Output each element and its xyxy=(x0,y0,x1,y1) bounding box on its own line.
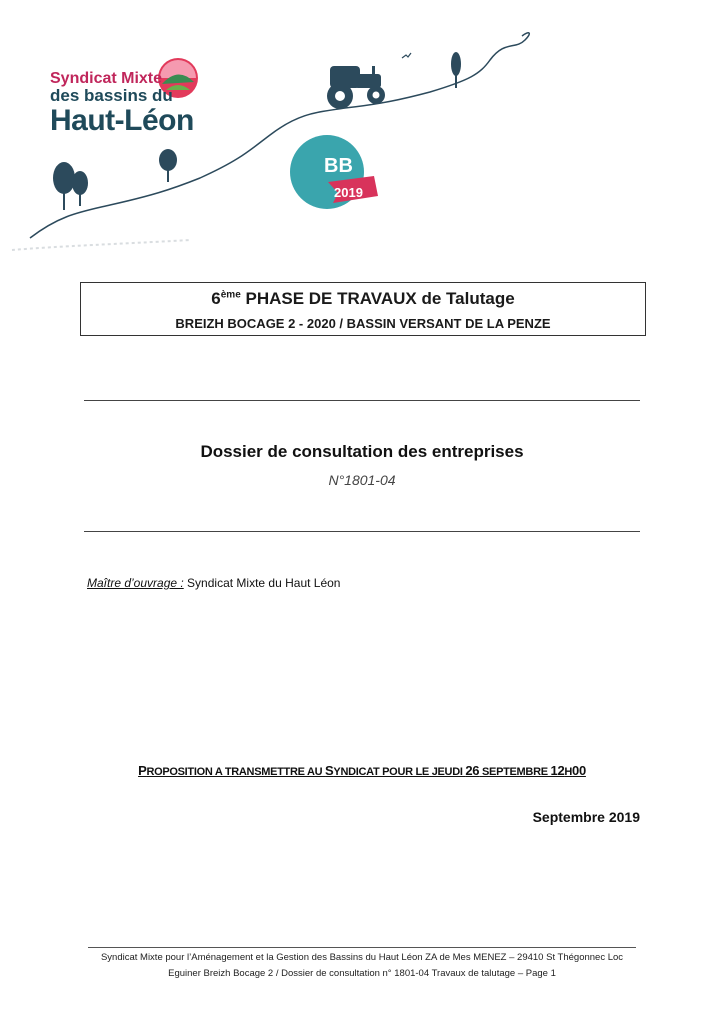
document-date: Septembre 2019 xyxy=(532,809,640,825)
divider-top xyxy=(84,400,640,401)
organization-logo xyxy=(50,60,225,135)
document-title: Dossier de consultation des entreprises xyxy=(200,442,524,461)
title-phase: 6ème PHASE DE TRAVAUX de Talutage xyxy=(211,289,515,308)
submission-deadline: PROPOSITION A TRANSMETTRE AU SYNDICAT POUR LE JEUDI 26 SEPTEMBRE 12H00 xyxy=(138,763,586,778)
footer-page-info: Eguiner Breizh Bocage 2 / Dossier de consultation n° 1801-04 Travaux de talutage – Page 1 xyxy=(168,968,556,979)
document-number: N°1801-04 xyxy=(328,472,396,488)
tractor-icon xyxy=(327,66,385,109)
footer-address: Syndicat Mixte pour l’Aménagement et la Gestion des Bassins du Haut Léon ZA de Mes MENEZ – 29410 St Thégonnec Loc xyxy=(100,952,624,963)
tree-icon xyxy=(53,162,88,210)
maitre-ouvrage-label: Maître d’ouvrage : xyxy=(87,576,184,590)
badge-initials: BB xyxy=(324,155,353,177)
footer-divider xyxy=(88,947,636,948)
logo-line-2: des bassins du xyxy=(50,86,173,105)
bb-2019-badge xyxy=(290,135,370,215)
maitre-ouvrage xyxy=(87,576,340,590)
badge-year: 2019 xyxy=(334,185,363,200)
bird-icon xyxy=(402,53,411,58)
divider-bottom xyxy=(84,531,640,532)
maitre-ouvrage-value: Syndicat Mixte du Haut Léon xyxy=(183,576,341,590)
logo-line-3: Haut-Léon xyxy=(50,104,194,137)
title-box xyxy=(80,282,646,336)
title-subtitle: BREIZH BOCAGE 2 - 2020 / BASSIN VERSANT DE LA PENZE xyxy=(175,316,551,331)
logo-line-1: Syndicat Mixte xyxy=(50,70,163,87)
tree-icon xyxy=(159,149,177,182)
